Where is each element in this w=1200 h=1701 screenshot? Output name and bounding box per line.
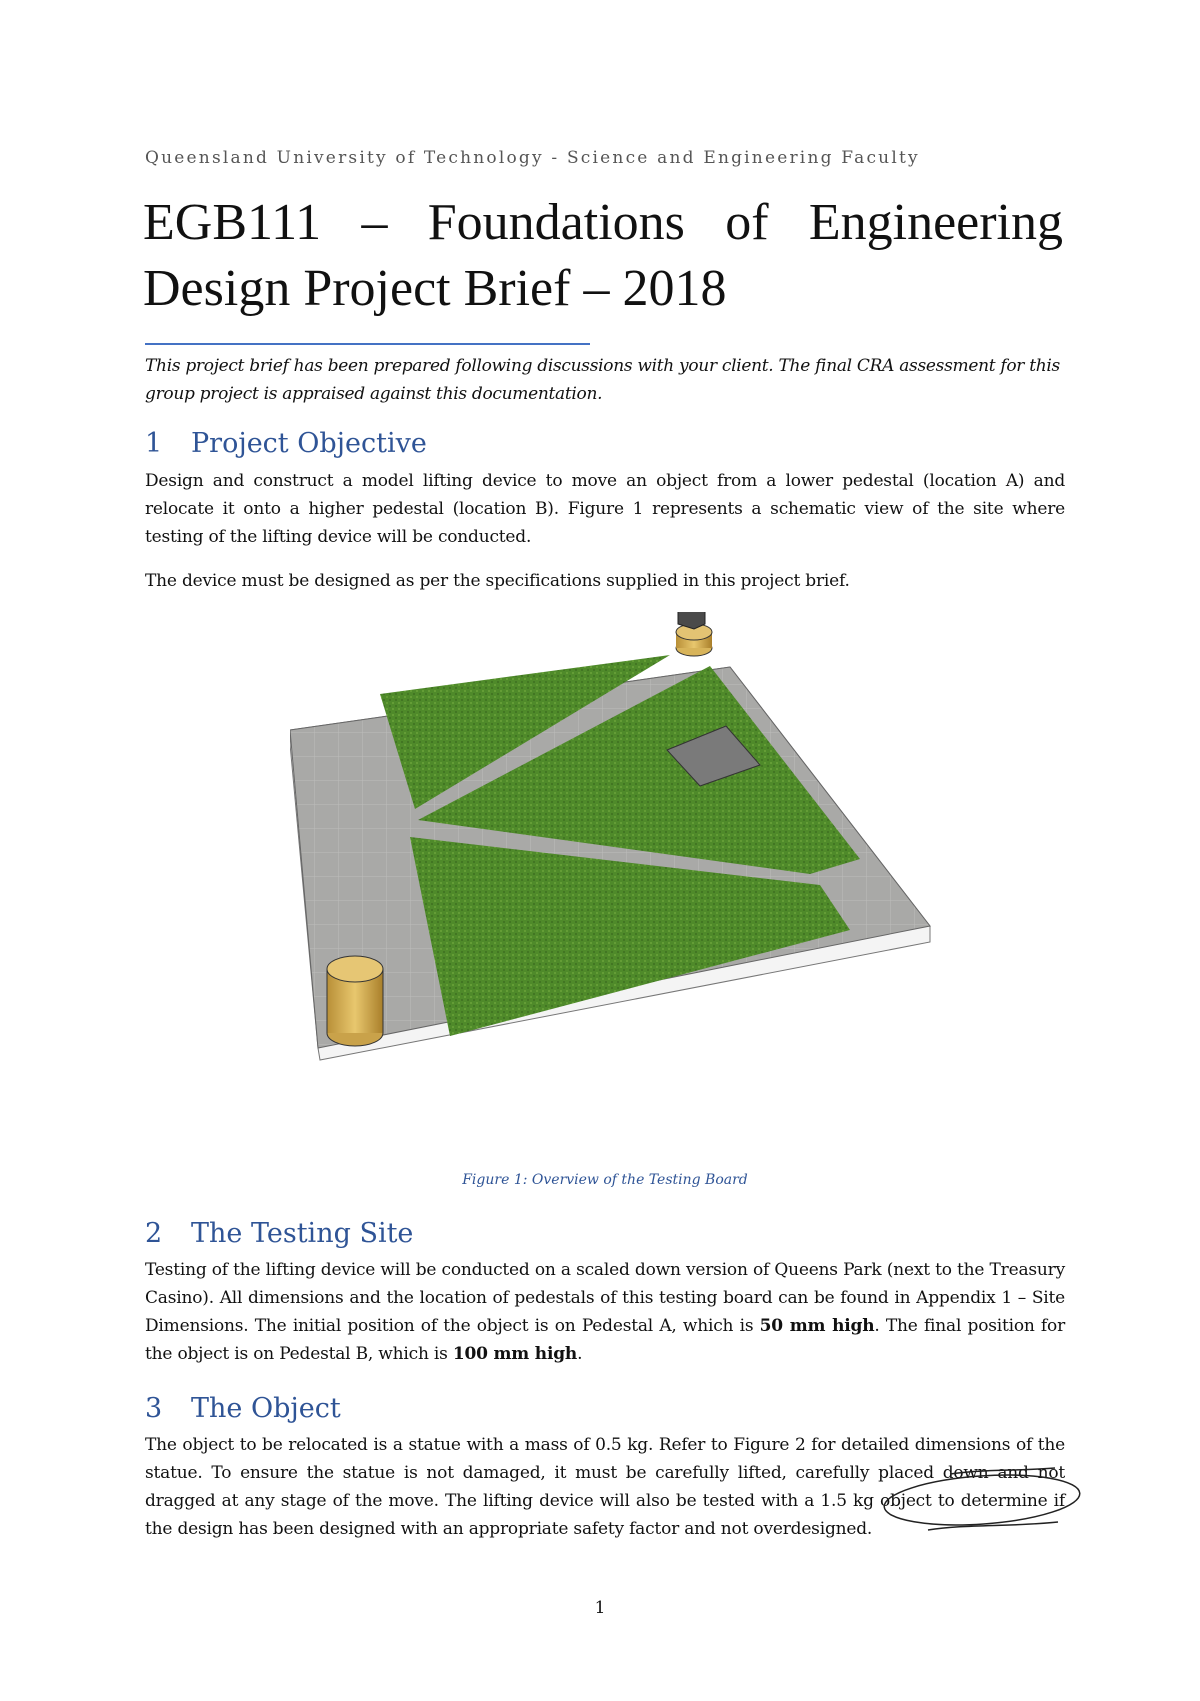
title-word: Engineering [808,194,1063,251]
section-number: 2 [145,1218,163,1249]
intro-note: This project brief has been prepared following discussions with your client. The final CRA assessment for this group project is appraised against this documentation. [145,356,1060,404]
section-title: Project Objective [191,428,427,459]
section-heading-testing-site [145,1218,413,1249]
section-title: The Object [191,1393,341,1424]
section-number: 1 [145,428,163,459]
pedestal-a [327,956,383,1046]
text-run: . [577,1344,583,1364]
paragraph: The object to be relocated is a statue with a mass of 0.5 kg. Refer to Figure 2 for detailed dimensions of the statue. To ensure the statue is not damaged, it must be carefully lifted, carefully placed down and not dragged at any stage of the move. The lifting device will also be tested with a 1.5 kg object to determine if the design has been designed with an appropriate safety factor and not overdesigned. [145,1435,1065,1539]
section-number: 3 [145,1393,163,1424]
section-title: The Testing Site [191,1218,414,1249]
title-line-2: Design Project Brief – 2018 [143,260,727,317]
document-title [143,190,1063,322]
text-run: Testing of the lifting device will be conducted on a scaled down version of Queens Park (next to the Treasury Casino). All dimensions and the location of pedestals of this testing board can be found in Appendix 1 – Site Dimensions. The initial position of the object is on Pedestal A, which is [145,1260,1065,1336]
section-heading-project-objective [145,428,427,459]
section-heading-the-object [145,1393,341,1424]
bold-text: 50 mm high [759,1316,875,1336]
title-line-1 [143,190,1063,256]
figure-caption: Figure 1: Overview of the Testing Board [462,1172,748,1188]
bold-text: 100 mm high [452,1344,578,1364]
organization-header: Queensland University of Technology - Science and Engineering Faculty [145,148,920,168]
title-word: EGB111 [143,194,322,251]
title-word: of [725,194,769,251]
testing-board-figure [290,612,1020,1162]
page-number: 1 [594,1598,606,1618]
paragraph: The device must be designed as per the specifications supplied in this project brief. [145,571,850,591]
title-word: – [361,194,388,251]
title-word: Foundations [427,194,685,251]
text-run: . The final position for the object is on Pedestal B, which is [145,1316,1065,1364]
title-underline [145,343,590,345]
paragraph: Design and construct a model lifting device to move an object from a lower pedestal (location A) and relocate it onto a higher pedestal (location B). Figure 1 represents a schematic view of the site where testing of the lifting device will be conducted. [145,471,1065,547]
paragraph [145,1256,1065,1368]
